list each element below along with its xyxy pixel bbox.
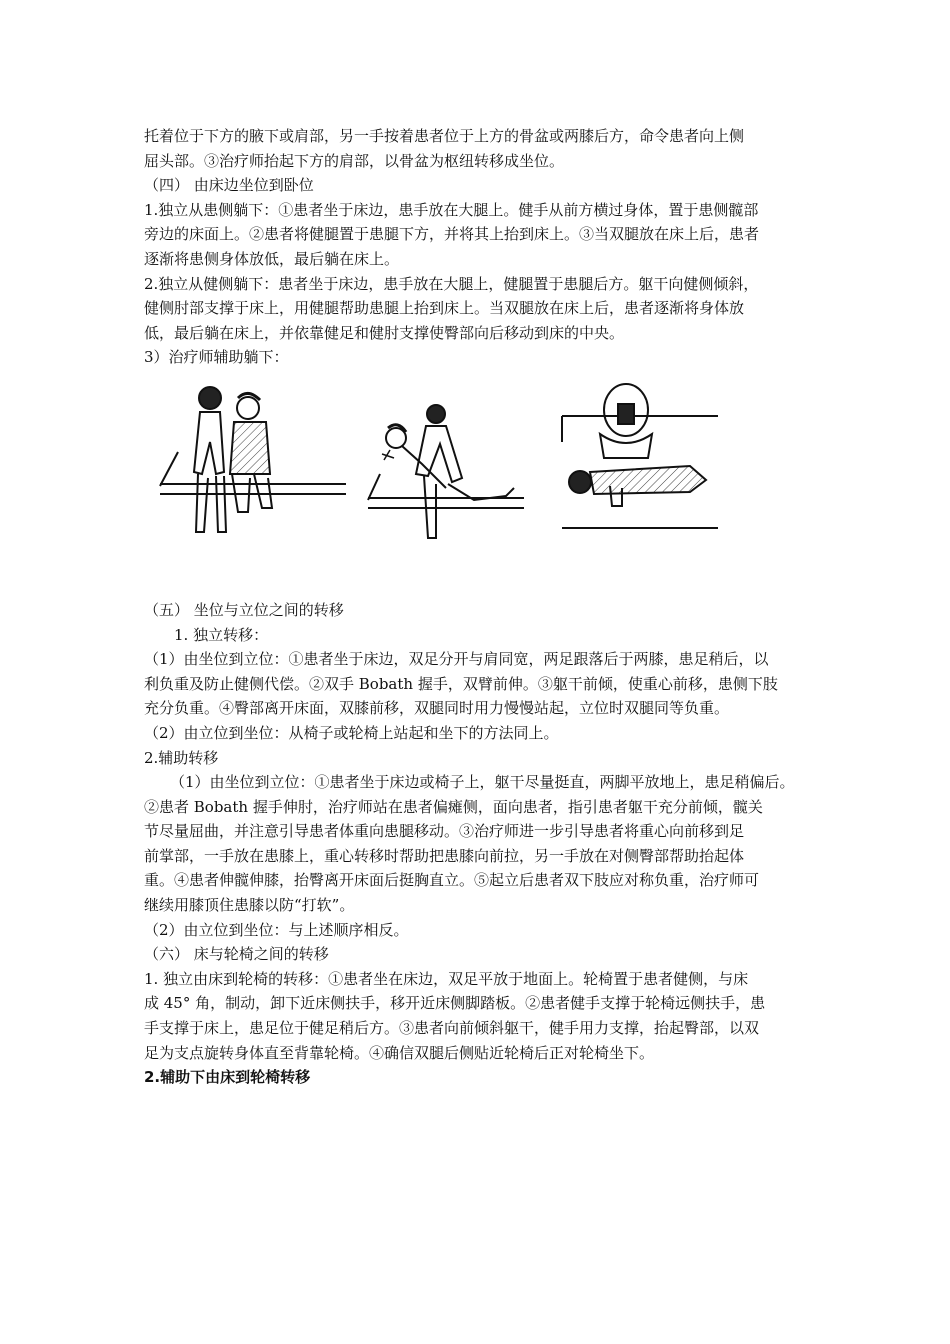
paragraph-line: 2.独立从健侧躺下：患者坐于床边，患手放在大腿上，健腿置于患腿后方。躯干向健侧倾斜， [144, 274, 759, 293]
paragraph-line: 1. 独立由床到轮椅的转移：①患者坐在床边，双足平放于地面上。轮椅置于患者健侧，与床 [144, 969, 749, 988]
subsection-heading: 1. 独立转移： [174, 625, 269, 644]
paragraph-line: 前掌部，一手放在患膝上，重心转移时帮助把患膝向前拉，另一手放在对侧臀部帮助抬起体 [144, 846, 745, 865]
subsection-heading: 2.辅助下由床到轮椅转移 [144, 1068, 311, 1087]
paragraph-line: 逐渐将患侧身体放低，最后躺在床上。 [144, 249, 400, 268]
document-page [144, 124, 816, 1090]
therapist-assisted-lowering-figure [366, 404, 526, 542]
section-heading: （五） 坐位与立位之间的转移 [144, 600, 344, 619]
text-block-top [144, 124, 816, 370]
paragraph-line: 重。④患者伸髋伸膝，抬臀离开床面后挺胸直立。⑤起立后患者双下肢应对称负重，治疗师可 [144, 871, 760, 890]
subsection-heading: 2.辅助转移 [144, 748, 219, 767]
paragraph-line: 足为支点旋转身体直至背靠轮椅。④确信双腿后侧贴近轮椅后正对轮椅坐下。 [144, 1043, 655, 1062]
paragraph-line: 托着位于下方的腋下或肩部，另一手按着患者位于上方的骨盆或两膝后方，命令患者向上侧 [144, 127, 745, 145]
illustration-row [144, 382, 816, 588]
patient-lying-with-therapist-figure [560, 382, 720, 532]
paragraph-line: 节尽量屈曲，并注意引导患者体重向患腿移动。③治疗师进一步引导患者将重心向前移到足 [144, 822, 745, 841]
paragraph-line: 屈头部。③治疗师抬起下方的肩部，以骨盆为枢纽转移成坐位。 [144, 151, 565, 170]
paragraph-line: 1.独立从患侧躺下：①患者坐于床边，患手放在大腿上。健手从前方横过身体，置于患侧髋部 [144, 200, 759, 219]
paragraph-line: 手支撑于床上，患足位于健足稍后方。③患者向前倾斜躯干，健手用力支撑，抬起臀部，以双 [144, 1019, 760, 1038]
paragraph-line: 健侧肘部支撑于床上，用健腿帮助患腿上抬到床上。当双腿放在床上后，患者逐渐将身体放 [144, 299, 745, 318]
paragraph-line: 成 45° 角，制动，卸下近床侧扶手，移开近床侧脚踏板。②患者健手支撑于轮椅远侧扶手，患 [144, 994, 766, 1013]
subsection-heading: 3）治疗师辅助躺下： [144, 348, 289, 367]
paragraph-line: 继续用膝顶住患膝以防“打软”。 [144, 896, 355, 915]
paragraph-line: （2）由立位到坐位：从椅子或轮椅上站起和坐下的方法同上。 [144, 723, 559, 742]
paragraph-line: 利负重及防止健侧代偿。②双手 Bobath 握手，双臂前伸。③躯干前倾，使重心前移，患侧下肢 [144, 674, 778, 693]
therapist-assisted-sitting-figure [158, 382, 348, 542]
paragraph-line: 充分负重。④臀部离开床面，双膝前移，双腿同时用力慢慢站起，立位时双腿同等负重。 [144, 699, 730, 718]
paragraph-line: 旁边的床面上。②患者将健腿置于患腿下方，并将其上抬到床上。③当双腿放在床上后，患者 [144, 225, 760, 244]
text-block-bottom [144, 598, 816, 1090]
paragraph-line: 低，最后躺在床上，并依靠健足和健肘支撑使臀部向后移动到床的中央。 [144, 323, 625, 342]
paragraph-line: （1）由坐位到立位：①患者坐于床边或椅子上，躯干尽量挺直，两脚平放地上，患足稍偏后。 [170, 773, 795, 792]
paragraph-line: （1）由坐位到立位：①患者坐于床边，双足分开与肩同宽，两足跟落后于两膝，患足稍后，以 [144, 650, 769, 669]
paragraph-line: （2）由立位到坐位：与上述顺序相反。 [144, 920, 409, 939]
section-heading: （四） 由床边坐位到卧位 [144, 176, 314, 195]
section-heading: （六） 床与轮椅之间的转移 [144, 945, 329, 964]
paragraph-line: ②患者 Bobath 握手伸肘，治疗师站在患者偏瘫侧，面向患者，指引患者躯干充分前倾，髋关 [144, 797, 763, 816]
